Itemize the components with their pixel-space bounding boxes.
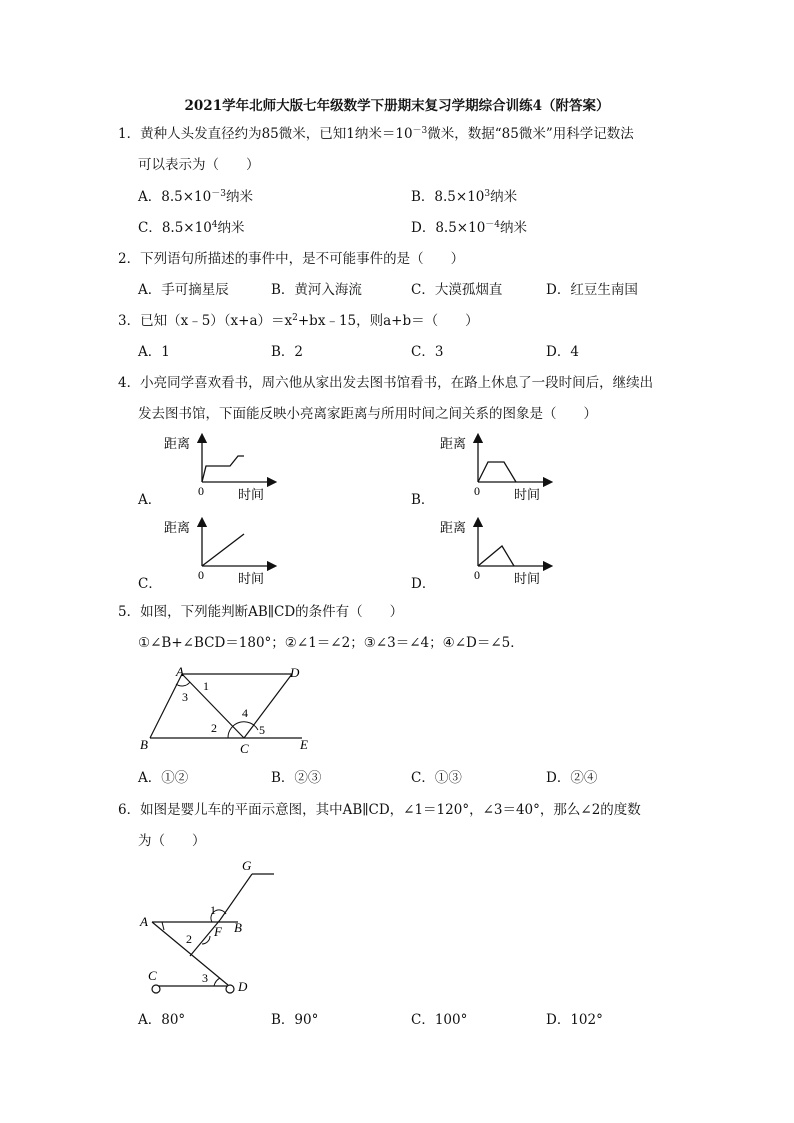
q3-text-a: 已知（x﹣5）（x+a）＝x [140, 313, 293, 329]
q6-line2: 为（ ） [138, 833, 206, 849]
q4b-xlabel: 时间 [514, 488, 541, 503]
q6-option-a: A．80° [138, 1012, 186, 1028]
q5-label-b: B [140, 737, 148, 752]
q5-option-a: A．①② [138, 770, 189, 786]
q5-line1 [118, 603, 403, 621]
q4c-curve [202, 534, 244, 566]
q4a-origin: 0 [198, 484, 204, 498]
q5-label-3: 3 [182, 690, 188, 704]
q1-option-d: D．$8.5\times 10^{-4}$纳米 [411, 220, 528, 236]
q4-line2: 发去图书馆，下面能反映小亮离家距离与所用时间之间关系的图象是（ ） [138, 406, 597, 422]
q5-figure [130, 660, 330, 760]
q6-label-f: F [214, 924, 222, 939]
q1-option-a: A．$8.5\times 10^{-3}$纳米 [138, 189, 253, 205]
q5-option-d: D．②④ [546, 770, 598, 786]
q3-option-c: C．3 [411, 344, 444, 360]
q2-line1 [118, 250, 464, 268]
q4b-ylabel: 距离 [440, 437, 467, 452]
q4-graph-a [160, 432, 280, 508]
q4d-xlabel: 时间 [514, 572, 541, 587]
q2-option-a: A．手可摘星辰 [138, 282, 229, 298]
q5-label-a: A [176, 664, 184, 679]
q6-label-2: 2 [186, 932, 192, 946]
q5-option-b: B．②③ [271, 770, 322, 786]
q4-option-c: C． [138, 576, 162, 592]
q5-conditions: ①∠B+∠BCD＝180°；②∠1＝∠2；③∠3＝∠4；④∠D＝∠5． [138, 635, 524, 651]
q2-text: 下列语句所描述的事件中，是不可能事件的是（ ） [140, 251, 465, 267]
q6-label-3: 3 [202, 971, 208, 985]
q6-option-d: D．102° [546, 1012, 603, 1028]
q5-label-5: 5 [259, 723, 265, 737]
q5-line-dc [244, 674, 292, 738]
q4a-curve [202, 456, 244, 482]
q6-label-c: C [148, 968, 157, 983]
q1-option-c: C．$8.5\times 10^4$纳米 [138, 220, 245, 236]
q2-option-c: C．大漠孤烟直 [411, 282, 503, 298]
q5-line-ab [150, 674, 182, 738]
q6-label-a: A [140, 914, 148, 929]
q4d-curve [478, 546, 514, 566]
q6-angle-arc-3 [214, 978, 220, 986]
q5-option-c: C．①③ [411, 770, 462, 786]
q6-figure [130, 852, 300, 1002]
q5-label-d: D [290, 665, 300, 680]
q5-label-e: E [300, 737, 308, 752]
q4d-origin: 0 [474, 568, 480, 582]
q1-text-a: 黄种人头发直径约为85微米，已知1纳米＝10 [140, 126, 413, 142]
q1-option-b: B．$8.5\times 10^3$纳米 [411, 189, 518, 205]
page-title: 2021学年北师大版七年级数学下册期末复习学期综合训练4（附答案） [184, 98, 610, 114]
q2-option-d: D．红豆生南国 [546, 282, 638, 298]
q3-exponent: 2 [292, 313, 298, 323]
q6-option-c: C．100° [411, 1012, 468, 1028]
q4-number: 4． [118, 375, 141, 391]
q4c-ylabel: 距离 [164, 521, 191, 536]
q3-line1 [118, 312, 479, 330]
q4-graph-b [436, 432, 556, 508]
q4-graph-d [436, 516, 556, 592]
q4-option-a: A． [138, 492, 162, 508]
q1-line1 [118, 125, 634, 143]
q4a-xlabel: 时间 [238, 488, 265, 503]
q6-label-b: B [234, 920, 242, 935]
q4a-ylabel: 距离 [164, 437, 191, 452]
q5-text-1: 如图，下列能判断AB∥CD的条件有（ ） [140, 604, 404, 620]
q1-line2: 可以表示为（ ） [138, 157, 260, 173]
q6-wheel-c [152, 985, 160, 993]
q6-line1 [118, 801, 641, 819]
q6-label-g: G [242, 858, 252, 873]
q6-option-b: B．90° [271, 1012, 319, 1028]
q5-label-4: 4 [242, 706, 248, 720]
q6-text-1: 如图是婴儿车的平面示意图，其中AB∥CD，∠1＝120°，∠3＝40°，那么∠2的度数 [140, 802, 641, 818]
q1-text-b: 微米，数据“85微米”用科学记数法 [427, 126, 634, 142]
q4-line1 [118, 374, 653, 392]
q3-option-d: D．4 [546, 344, 579, 360]
q3-option-b: B．2 [271, 344, 304, 360]
q2-number: 2． [118, 251, 141, 267]
q4-option-d: D． [411, 576, 436, 592]
q5-angle-arc-c [228, 722, 258, 738]
q6-angle-tick-a [162, 922, 164, 930]
q5-label-1: 1 [203, 679, 209, 693]
q5-number: 5． [118, 604, 141, 620]
q1-exponent: －3 [412, 126, 428, 136]
q4-text-1: 小亮同学喜欢看书，周六他从家出发去图书馆看书，在路上休息了一段时间后，继续出 [140, 375, 654, 391]
q6-number: 6． [118, 802, 141, 818]
q6-label-d: D [238, 979, 248, 994]
q3-text-b: +bx﹣15，则a+b＝（ ） [297, 313, 479, 329]
q4-graph-c [160, 516, 280, 592]
q5-label-2: 2 [211, 721, 217, 735]
q4c-xlabel: 时间 [238, 572, 265, 587]
q4d-ylabel: 距离 [440, 521, 467, 536]
q3-option-a: A．1 [138, 344, 170, 360]
q3-number: 3． [118, 313, 141, 329]
q6-wheel-d [226, 985, 234, 993]
q4c-origin: 0 [198, 568, 204, 582]
q5-label-c: C [240, 741, 249, 756]
q6-label-1: 1 [210, 903, 216, 917]
q2-option-b: B．黄河入海流 [271, 282, 362, 298]
q4b-curve [478, 462, 516, 482]
q1-number: 1． [118, 126, 141, 142]
q4b-origin: 0 [474, 484, 480, 498]
q4-option-b: B． [411, 492, 435, 508]
